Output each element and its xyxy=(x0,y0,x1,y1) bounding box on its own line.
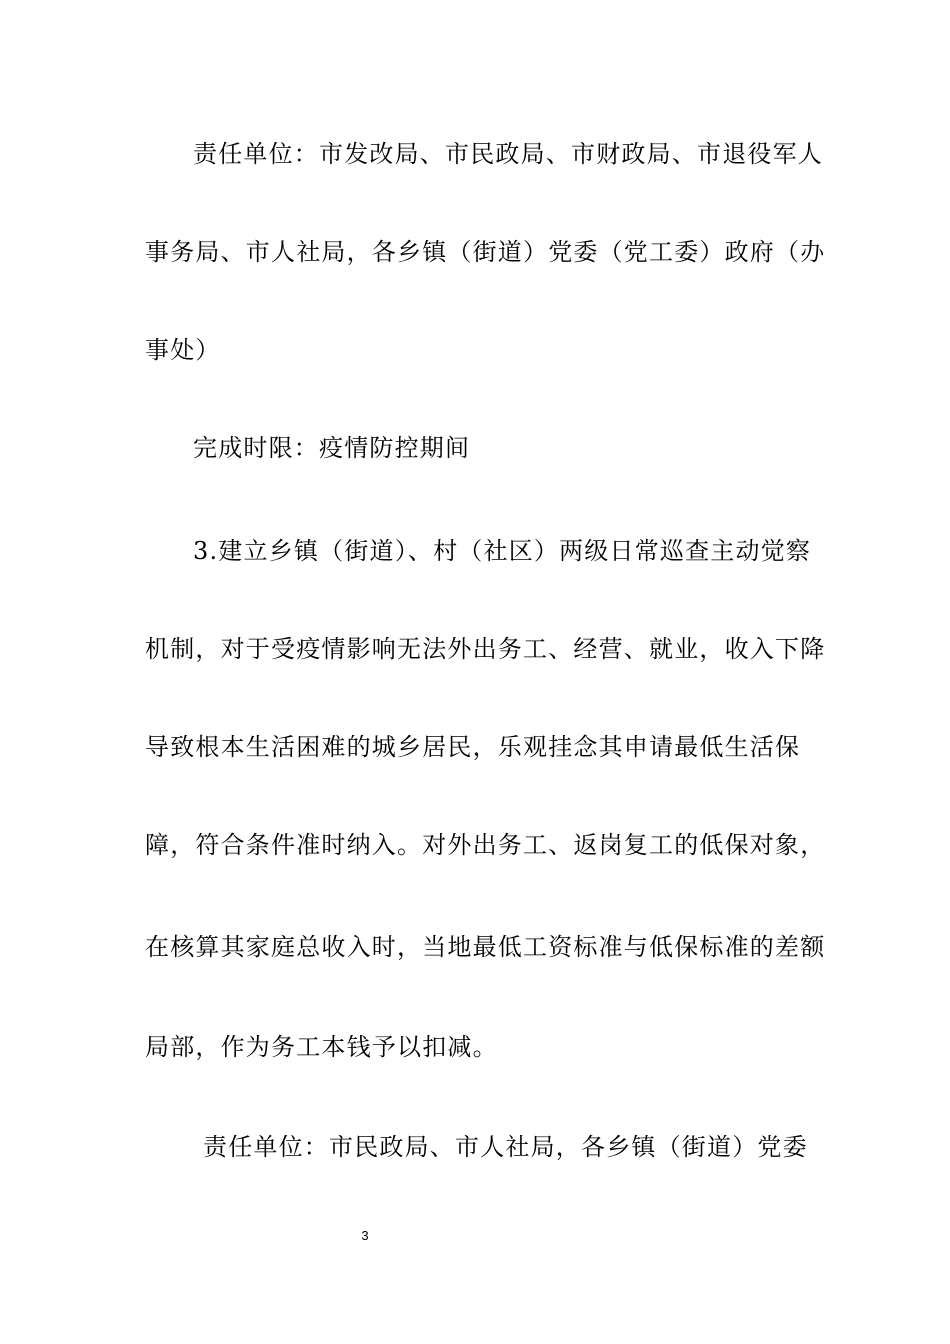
paragraph-line-responsible-units-cont: 事务局、市人社局，各乡镇（街道）党委（党工委）政府（办 xyxy=(145,238,826,266)
paragraph-line-responsible-units-end: 事处） xyxy=(145,336,221,364)
paragraph-line-item-3-cont-3: 障，符合条件准时纳入。对外出务工、返岗复工的低保对象， xyxy=(145,831,826,859)
paragraph-line-item-3: 3.建立乡镇（街道）、村（社区）两级日常巡查主动觉察 xyxy=(193,537,812,565)
paragraph-line-item-3-cont-4: 在核算其家庭总收入时，当地最低工资标准与低保标准的差额 xyxy=(145,933,826,961)
paragraph-line-deadline: 完成时限：疫情防控期间 xyxy=(193,434,471,462)
paragraph-line-responsible-units-2: 责任单位：市民政局、市人社局，各乡镇（街道）党委 xyxy=(203,1133,808,1161)
paragraph-line-responsible-units: 责任单位：市发改局、市民政局、市财政局、市退役军人 xyxy=(193,140,823,168)
paragraph-line-item-3-end: 局部，作为务工本钱予以扣减。 xyxy=(145,1033,498,1061)
page-number: 3 xyxy=(361,1228,369,1243)
paragraph-line-item-3-cont-1: 机制，对于受疫情影响无法外出务工、经营、就业，收入下降 xyxy=(145,635,826,663)
paragraph-line-item-3-cont-2: 导致根本生活困难的城乡居民，乐观挂念其申请最低生活保 xyxy=(145,733,801,761)
